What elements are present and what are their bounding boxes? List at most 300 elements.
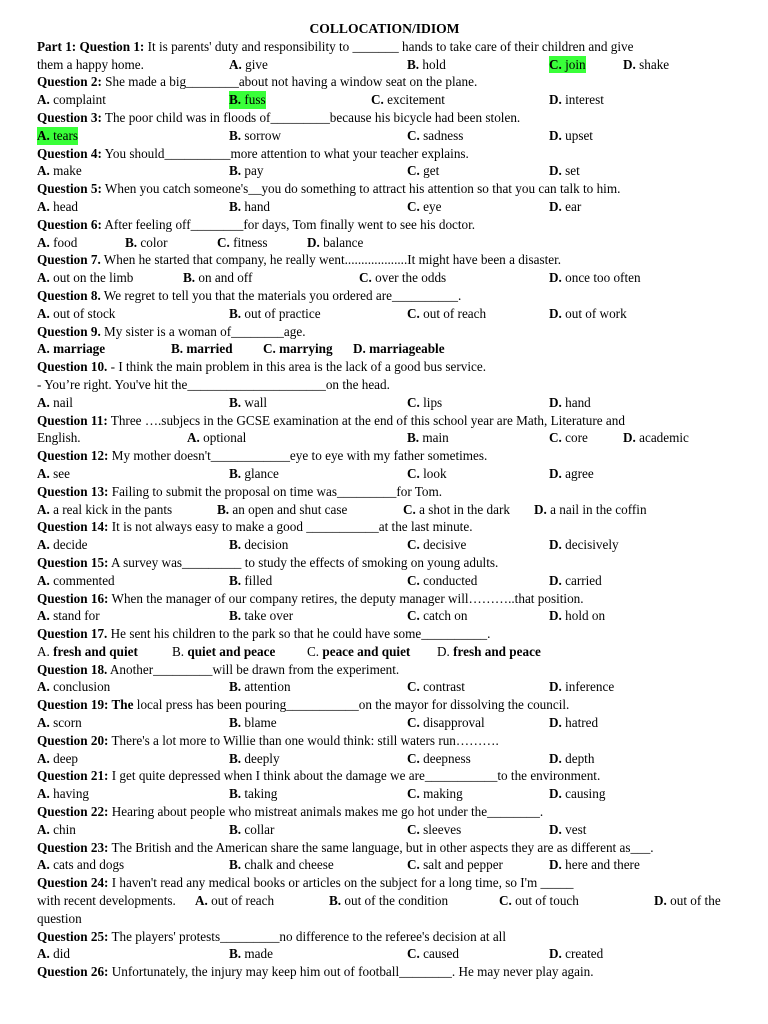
option-letter: D. bbox=[549, 821, 562, 837]
question-label: Question 4: bbox=[37, 145, 102, 161]
option-d[interactable] bbox=[549, 572, 602, 590]
option-text: balance bbox=[319, 234, 364, 250]
option-text: out of the bbox=[666, 893, 721, 909]
option-a[interactable] bbox=[187, 429, 246, 447]
question-text: Failing to submit the proposal on time was_________for Tom. bbox=[108, 483, 443, 499]
option-d[interactable] bbox=[549, 269, 641, 287]
question-label: Question 21: bbox=[37, 768, 109, 784]
option-c[interactable] bbox=[359, 269, 446, 287]
page-title: COLLOCATION/IDIOM bbox=[309, 21, 460, 36]
option-letter: C. bbox=[407, 572, 420, 588]
question-label: Question 15: bbox=[37, 554, 109, 570]
option-a[interactable] bbox=[37, 643, 138, 661]
option-d[interactable] bbox=[549, 198, 581, 216]
option-letter: C. bbox=[407, 857, 420, 873]
option-text: marriage bbox=[49, 341, 106, 357]
option-text: sorrow bbox=[241, 127, 282, 143]
option-letter: A. bbox=[37, 946, 50, 962]
option-a[interactable] bbox=[37, 750, 78, 768]
option-c[interactable] bbox=[407, 714, 485, 732]
option-d[interactable] bbox=[549, 305, 627, 323]
option-text: fresh and peace bbox=[449, 643, 541, 659]
option-letter: D. bbox=[307, 234, 320, 250]
option-text: out of touch bbox=[511, 893, 579, 909]
option-text: a shot in the dark bbox=[415, 501, 510, 517]
option-d[interactable] bbox=[549, 91, 604, 109]
option-d[interactable] bbox=[549, 127, 593, 145]
part-label: Part 1: bbox=[37, 38, 77, 54]
option-letter: A. bbox=[37, 501, 50, 517]
question-21-options bbox=[37, 785, 754, 803]
option-letter: B. bbox=[229, 715, 242, 731]
option-d[interactable] bbox=[549, 607, 605, 625]
question-text: After feeling off________for days, Tom finally went to see his doctor. bbox=[101, 216, 476, 232]
option-a[interactable] bbox=[37, 465, 70, 483]
option-d[interactable] bbox=[549, 856, 640, 874]
option-a[interactable] bbox=[37, 536, 88, 554]
option-d[interactable] bbox=[549, 785, 605, 803]
option-letter: B. bbox=[407, 430, 420, 446]
question-7-stem bbox=[37, 251, 754, 269]
option-letter: C. bbox=[407, 821, 420, 837]
option-letter: B. bbox=[229, 92, 242, 108]
option-text: fitness bbox=[229, 234, 268, 250]
question-text: It is parents' duty and responsibility to _______ hands to take care of their children and give bbox=[144, 38, 634, 54]
question-6-options bbox=[37, 234, 754, 252]
question-label: Question 14: bbox=[37, 519, 109, 535]
option-letter: B. bbox=[171, 341, 184, 357]
question-11-options bbox=[37, 429, 754, 447]
option-letter: D. bbox=[549, 572, 562, 588]
question-13-options bbox=[37, 501, 754, 519]
option-text: did bbox=[49, 946, 70, 962]
question-8-stem bbox=[37, 287, 754, 305]
option-text: hand bbox=[241, 198, 271, 214]
question-label: Question 2: bbox=[37, 74, 102, 90]
option-c[interactable] bbox=[549, 429, 588, 447]
option-letter: C. bbox=[407, 946, 420, 962]
option-letter: A. bbox=[37, 572, 50, 588]
question-20-options bbox=[37, 750, 754, 768]
option-text: marrying bbox=[275, 341, 333, 357]
option-c[interactable] bbox=[407, 572, 477, 590]
option-letter: B. bbox=[229, 394, 242, 410]
option-a[interactable] bbox=[37, 305, 115, 323]
question-label: Question 24: bbox=[37, 875, 109, 891]
option-text: interest bbox=[561, 92, 604, 108]
option-a-answer[interactable] bbox=[37, 127, 78, 145]
question-text: I haven't read any medical books or articles on the subject for a long time, so I'm _____ bbox=[108, 875, 574, 891]
option-a[interactable] bbox=[37, 340, 105, 358]
option-a[interactable] bbox=[37, 501, 172, 519]
question-label: Question 3: bbox=[37, 109, 102, 125]
option-c[interactable] bbox=[407, 127, 463, 145]
option-letter: A. bbox=[37, 715, 50, 731]
option-d[interactable] bbox=[549, 945, 603, 963]
option-letter: A. bbox=[37, 270, 50, 286]
option-b[interactable] bbox=[229, 821, 274, 839]
question-3-options bbox=[37, 127, 754, 145]
option-a[interactable] bbox=[37, 856, 124, 874]
option-a[interactable] bbox=[37, 162, 82, 180]
option-c[interactable] bbox=[407, 945, 459, 963]
option-letter: D. bbox=[549, 127, 562, 143]
option-c[interactable] bbox=[407, 536, 466, 554]
option-letter: A. bbox=[37, 127, 50, 143]
question-11-stem bbox=[37, 412, 754, 430]
option-b[interactable] bbox=[229, 714, 277, 732]
option-c[interactable] bbox=[307, 643, 410, 661]
question-text: My mother doesn't____________eye to eye with my father sometimes. bbox=[108, 448, 488, 464]
question-label: Question 22: bbox=[37, 804, 109, 820]
option-c[interactable] bbox=[407, 785, 463, 803]
question-17-stem bbox=[37, 625, 754, 643]
option-letter: C. bbox=[499, 893, 512, 909]
option-c[interactable] bbox=[499, 892, 579, 910]
question-text-cont: English. bbox=[37, 430, 81, 446]
option-text: deepness bbox=[419, 750, 471, 766]
option-letter: C. bbox=[407, 305, 420, 321]
option-b[interactable] bbox=[172, 643, 275, 661]
option-text: a real kick in the pants bbox=[49, 501, 173, 517]
option-letter: D. bbox=[549, 750, 562, 766]
option-letter: C. bbox=[407, 537, 420, 553]
option-text: out of practice bbox=[241, 305, 321, 321]
option-letter: B. bbox=[229, 127, 242, 143]
option-text: look bbox=[419, 465, 447, 481]
option-text: making bbox=[419, 786, 463, 802]
option-c[interactable] bbox=[407, 305, 486, 323]
option-text: sleeves bbox=[419, 821, 462, 837]
option-letter: D. bbox=[534, 501, 547, 517]
option-text: color bbox=[137, 234, 168, 250]
option-a[interactable] bbox=[37, 234, 77, 252]
question-23-stem bbox=[37, 839, 754, 857]
option-b[interactable] bbox=[229, 856, 334, 874]
option-text: filled bbox=[241, 572, 273, 588]
option-text: here and there bbox=[561, 857, 640, 873]
question-text-cont: with recent developments. bbox=[37, 893, 176, 909]
option-c[interactable] bbox=[407, 607, 467, 625]
option-c-answer[interactable]: C. join bbox=[549, 56, 586, 72]
option-text: on and off bbox=[195, 270, 253, 286]
option-letter: A. bbox=[37, 608, 50, 624]
option-b[interactable] bbox=[229, 162, 263, 180]
option-text: decision bbox=[241, 537, 289, 553]
option-letter: B. bbox=[229, 946, 242, 962]
option-text: academic bbox=[635, 430, 689, 446]
option-text: salt and pepper bbox=[419, 857, 503, 873]
option-d[interactable] bbox=[549, 821, 586, 839]
question-label: Question 1: bbox=[79, 38, 145, 54]
question-4-stem bbox=[37, 145, 754, 163]
option-letter: D. bbox=[549, 465, 562, 481]
question-label: Question 10. bbox=[37, 359, 108, 375]
question-8-options bbox=[37, 305, 754, 323]
option-c[interactable] bbox=[407, 162, 439, 180]
question-text: I get quite depressed when I think about the damage we are___________to the environment. bbox=[108, 768, 601, 784]
option-a[interactable] bbox=[37, 198, 78, 216]
option-d[interactable] bbox=[549, 394, 591, 412]
option-text: optional bbox=[199, 430, 247, 446]
question-22-options bbox=[37, 821, 754, 839]
option-text: cats and dogs bbox=[49, 857, 125, 873]
option-letter: D. bbox=[549, 679, 562, 695]
option-c[interactable] bbox=[371, 91, 445, 109]
question-3-stem bbox=[37, 109, 754, 127]
option-d[interactable] bbox=[549, 678, 614, 696]
option-letter: C. bbox=[403, 501, 416, 517]
option-letter: D. bbox=[549, 270, 562, 286]
option-letter: C. bbox=[407, 465, 420, 481]
option-letter: B. bbox=[229, 608, 242, 624]
question-2-stem bbox=[37, 73, 754, 91]
option-text: vest bbox=[561, 821, 587, 837]
option-a[interactable] bbox=[37, 945, 70, 963]
option-text: caused bbox=[419, 946, 460, 962]
question-9-options bbox=[37, 340, 754, 358]
question-text: local press has been pouring___________on the mayor for dissolving the council. bbox=[133, 697, 570, 713]
option-letter: D. bbox=[549, 92, 562, 108]
question-label: Question 20: bbox=[37, 732, 109, 748]
option-text: complaint bbox=[49, 92, 106, 108]
question-label: Question 7. bbox=[37, 252, 101, 268]
option-letter: A. bbox=[187, 430, 200, 446]
option-text: head bbox=[49, 198, 79, 214]
option-a[interactable] bbox=[37, 785, 89, 803]
option-d[interactable] bbox=[654, 892, 721, 910]
option-b[interactable] bbox=[329, 892, 448, 910]
option-text: made bbox=[241, 946, 273, 962]
question-14-options bbox=[37, 536, 754, 554]
option-b[interactable] bbox=[183, 269, 252, 287]
option-text: chalk and cheese bbox=[241, 857, 334, 873]
option-text: nail bbox=[49, 394, 73, 410]
option-letter: C. bbox=[407, 750, 420, 766]
option-letter: A. bbox=[37, 198, 50, 214]
question-1-stem bbox=[37, 38, 754, 56]
option-letter: D. bbox=[549, 537, 562, 553]
option-letter: B. bbox=[229, 198, 242, 214]
option-text: hatred bbox=[561, 715, 599, 731]
option-text: a nail in the coffin bbox=[546, 501, 647, 517]
option-text: attention bbox=[241, 679, 291, 695]
question-18-options bbox=[37, 678, 754, 696]
option-b[interactable] bbox=[407, 429, 449, 447]
option-c[interactable] bbox=[407, 856, 503, 874]
question-text: - I think the main problem in this area is the lack of a good bus service. bbox=[107, 359, 487, 375]
option-letter: B. bbox=[229, 537, 242, 553]
question-14-stem bbox=[37, 518, 754, 536]
option-letter: C. bbox=[307, 643, 320, 659]
question-label: Question 8. bbox=[37, 287, 101, 303]
question-4-options bbox=[37, 162, 754, 180]
option-text: peace and quiet bbox=[319, 643, 411, 659]
option-d[interactable]: D. shake bbox=[623, 56, 670, 72]
question-label: Question 26: bbox=[37, 964, 109, 980]
option-text: sadness bbox=[419, 127, 464, 143]
option-c[interactable] bbox=[407, 678, 465, 696]
option-c[interactable] bbox=[407, 394, 442, 412]
option-b[interactable] bbox=[229, 607, 293, 625]
option-letter: C. bbox=[407, 679, 420, 695]
option-d[interactable] bbox=[549, 536, 619, 554]
option-b[interactable] bbox=[229, 536, 288, 554]
option-letter: C. bbox=[263, 341, 276, 357]
option-a[interactable] bbox=[37, 394, 73, 412]
option-text: inference bbox=[561, 679, 615, 695]
option-letter: D. bbox=[549, 608, 562, 624]
option-text: see bbox=[49, 465, 70, 481]
option-b[interactable] bbox=[229, 305, 321, 323]
option-c[interactable] bbox=[407, 821, 461, 839]
option-letter: B. bbox=[229, 679, 242, 695]
option-d[interactable] bbox=[353, 340, 445, 358]
option-b[interactable] bbox=[229, 750, 280, 768]
option-letter: B. bbox=[229, 857, 242, 873]
option-a[interactable] bbox=[37, 714, 82, 732]
question-label: Question 23: bbox=[37, 839, 109, 855]
question-text: Hearing about people who mistreat animals makes me go hot under the________. bbox=[108, 804, 544, 820]
question-text: Unfortunately, the injury may keep him out of football________. He may never play again. bbox=[108, 964, 594, 980]
option-text: causing bbox=[561, 786, 606, 802]
option-letter: A. bbox=[195, 893, 208, 909]
option-letter: B. bbox=[125, 234, 138, 250]
option-a[interactable] bbox=[37, 678, 110, 696]
option-text: out of reach bbox=[419, 305, 487, 321]
option-c[interactable] bbox=[407, 465, 447, 483]
option-b[interactable] bbox=[229, 127, 281, 145]
question-22-stem bbox=[37, 803, 754, 821]
option-letter: D. bbox=[549, 946, 562, 962]
option-b[interactable] bbox=[229, 678, 291, 696]
option-c[interactable] bbox=[407, 198, 441, 216]
option-text: once too often bbox=[561, 270, 641, 286]
option-a[interactable] bbox=[37, 607, 100, 625]
option-text: wall bbox=[241, 394, 268, 410]
option-b[interactable] bbox=[229, 785, 277, 803]
option-letter: B. bbox=[229, 821, 242, 837]
option-letter: B. bbox=[229, 305, 242, 321]
question-label: Question 18. bbox=[37, 661, 108, 677]
question-15-options bbox=[37, 572, 754, 590]
option-letter: C. bbox=[217, 234, 230, 250]
option-letter: B. bbox=[229, 750, 242, 766]
question-19-options bbox=[37, 714, 754, 732]
option-text: depth bbox=[561, 750, 595, 766]
option-c[interactable] bbox=[263, 340, 333, 358]
option-a[interactable] bbox=[37, 269, 133, 287]
option-a[interactable] bbox=[37, 572, 115, 590]
question-6-stem bbox=[37, 216, 754, 234]
question-text: When you catch someone's__you do something to attract his attention so that you can talk to him. bbox=[101, 181, 621, 197]
question-text: When he started that company, he really went...................It might have been a disaster. bbox=[100, 252, 562, 268]
option-letter: C. bbox=[359, 270, 372, 286]
question-25-options bbox=[37, 945, 754, 963]
question-20-stem bbox=[37, 732, 754, 750]
question-15-stem bbox=[37, 554, 754, 572]
question-10-options bbox=[37, 394, 754, 412]
question-label: Question 13: bbox=[37, 483, 109, 499]
option-b[interactable] bbox=[229, 465, 279, 483]
question-19-stem bbox=[37, 696, 754, 714]
option-text: created bbox=[561, 946, 604, 962]
option-letter: B. bbox=[329, 893, 342, 909]
option-b-answer[interactable] bbox=[229, 91, 266, 109]
option-a[interactable] bbox=[37, 821, 76, 839]
option-b[interactable] bbox=[229, 394, 267, 412]
option-c[interactable] bbox=[403, 501, 510, 519]
option-d[interactable] bbox=[437, 643, 541, 661]
option-c[interactable] bbox=[407, 750, 471, 768]
option-d[interactable] bbox=[623, 429, 689, 447]
option-letter: A. bbox=[37, 643, 50, 659]
option-b[interactable] bbox=[229, 198, 270, 216]
option-b[interactable]: B. hold bbox=[407, 56, 446, 72]
option-letter: B. bbox=[172, 643, 185, 659]
option-text: out of reach bbox=[207, 893, 275, 909]
option-text: over the odds bbox=[371, 270, 447, 286]
option-letter: C. bbox=[407, 786, 420, 802]
option-c[interactable] bbox=[217, 234, 268, 252]
question-label: Question 19: bbox=[37, 697, 109, 713]
option-letter: B. bbox=[229, 572, 242, 588]
option-text: upset bbox=[561, 127, 593, 143]
option-d[interactable] bbox=[534, 501, 647, 519]
question-text: You should__________more attention to what your teacher explains. bbox=[101, 145, 469, 161]
option-letter: B. bbox=[229, 786, 242, 802]
question-text-cont: them a happy home. bbox=[37, 56, 144, 72]
option-d[interactable] bbox=[549, 714, 598, 732]
option-d[interactable] bbox=[549, 465, 594, 483]
question-text: It is not always easy to make a good ___________at the last minute. bbox=[108, 519, 473, 535]
option-letter: C. bbox=[407, 198, 420, 214]
option-d[interactable] bbox=[307, 234, 363, 252]
option-b[interactable] bbox=[125, 234, 168, 252]
option-letter: D. bbox=[549, 163, 562, 179]
option-letter: B. bbox=[183, 270, 196, 286]
option-text: main bbox=[419, 430, 449, 446]
question-label: Question 25: bbox=[37, 928, 109, 944]
option-b[interactable] bbox=[229, 945, 273, 963]
option-letter: B. bbox=[229, 163, 242, 179]
option-text: deep bbox=[49, 750, 79, 766]
option-b[interactable] bbox=[217, 501, 347, 519]
option-letter: A. bbox=[37, 394, 50, 410]
option-text: excitement bbox=[383, 92, 445, 108]
option-d[interactable] bbox=[549, 162, 580, 180]
option-text: get bbox=[419, 163, 440, 179]
option-a[interactable] bbox=[195, 892, 274, 910]
option-b[interactable] bbox=[229, 572, 272, 590]
option-text: set bbox=[561, 163, 580, 179]
question-text: The poor child was in floods of_________because his bicycle had been stolen. bbox=[101, 109, 521, 125]
option-b[interactable] bbox=[171, 340, 233, 358]
option-letter: A. bbox=[37, 234, 50, 250]
option-a[interactable] bbox=[37, 91, 106, 109]
question-text: We regret to tell you that the materials you ordered are__________. bbox=[100, 287, 462, 303]
option-text: pay bbox=[241, 163, 264, 179]
question-label: Question 6: bbox=[37, 216, 102, 232]
option-a[interactable]: A. give bbox=[229, 56, 268, 72]
question-10-stem bbox=[37, 358, 754, 376]
option-d[interactable] bbox=[549, 750, 594, 768]
option-letter: D. bbox=[549, 786, 562, 802]
option-text: tears bbox=[49, 127, 79, 143]
option-text: agree bbox=[561, 465, 594, 481]
question-5-stem bbox=[37, 180, 754, 198]
option-text: fresh and quiet bbox=[49, 643, 138, 659]
